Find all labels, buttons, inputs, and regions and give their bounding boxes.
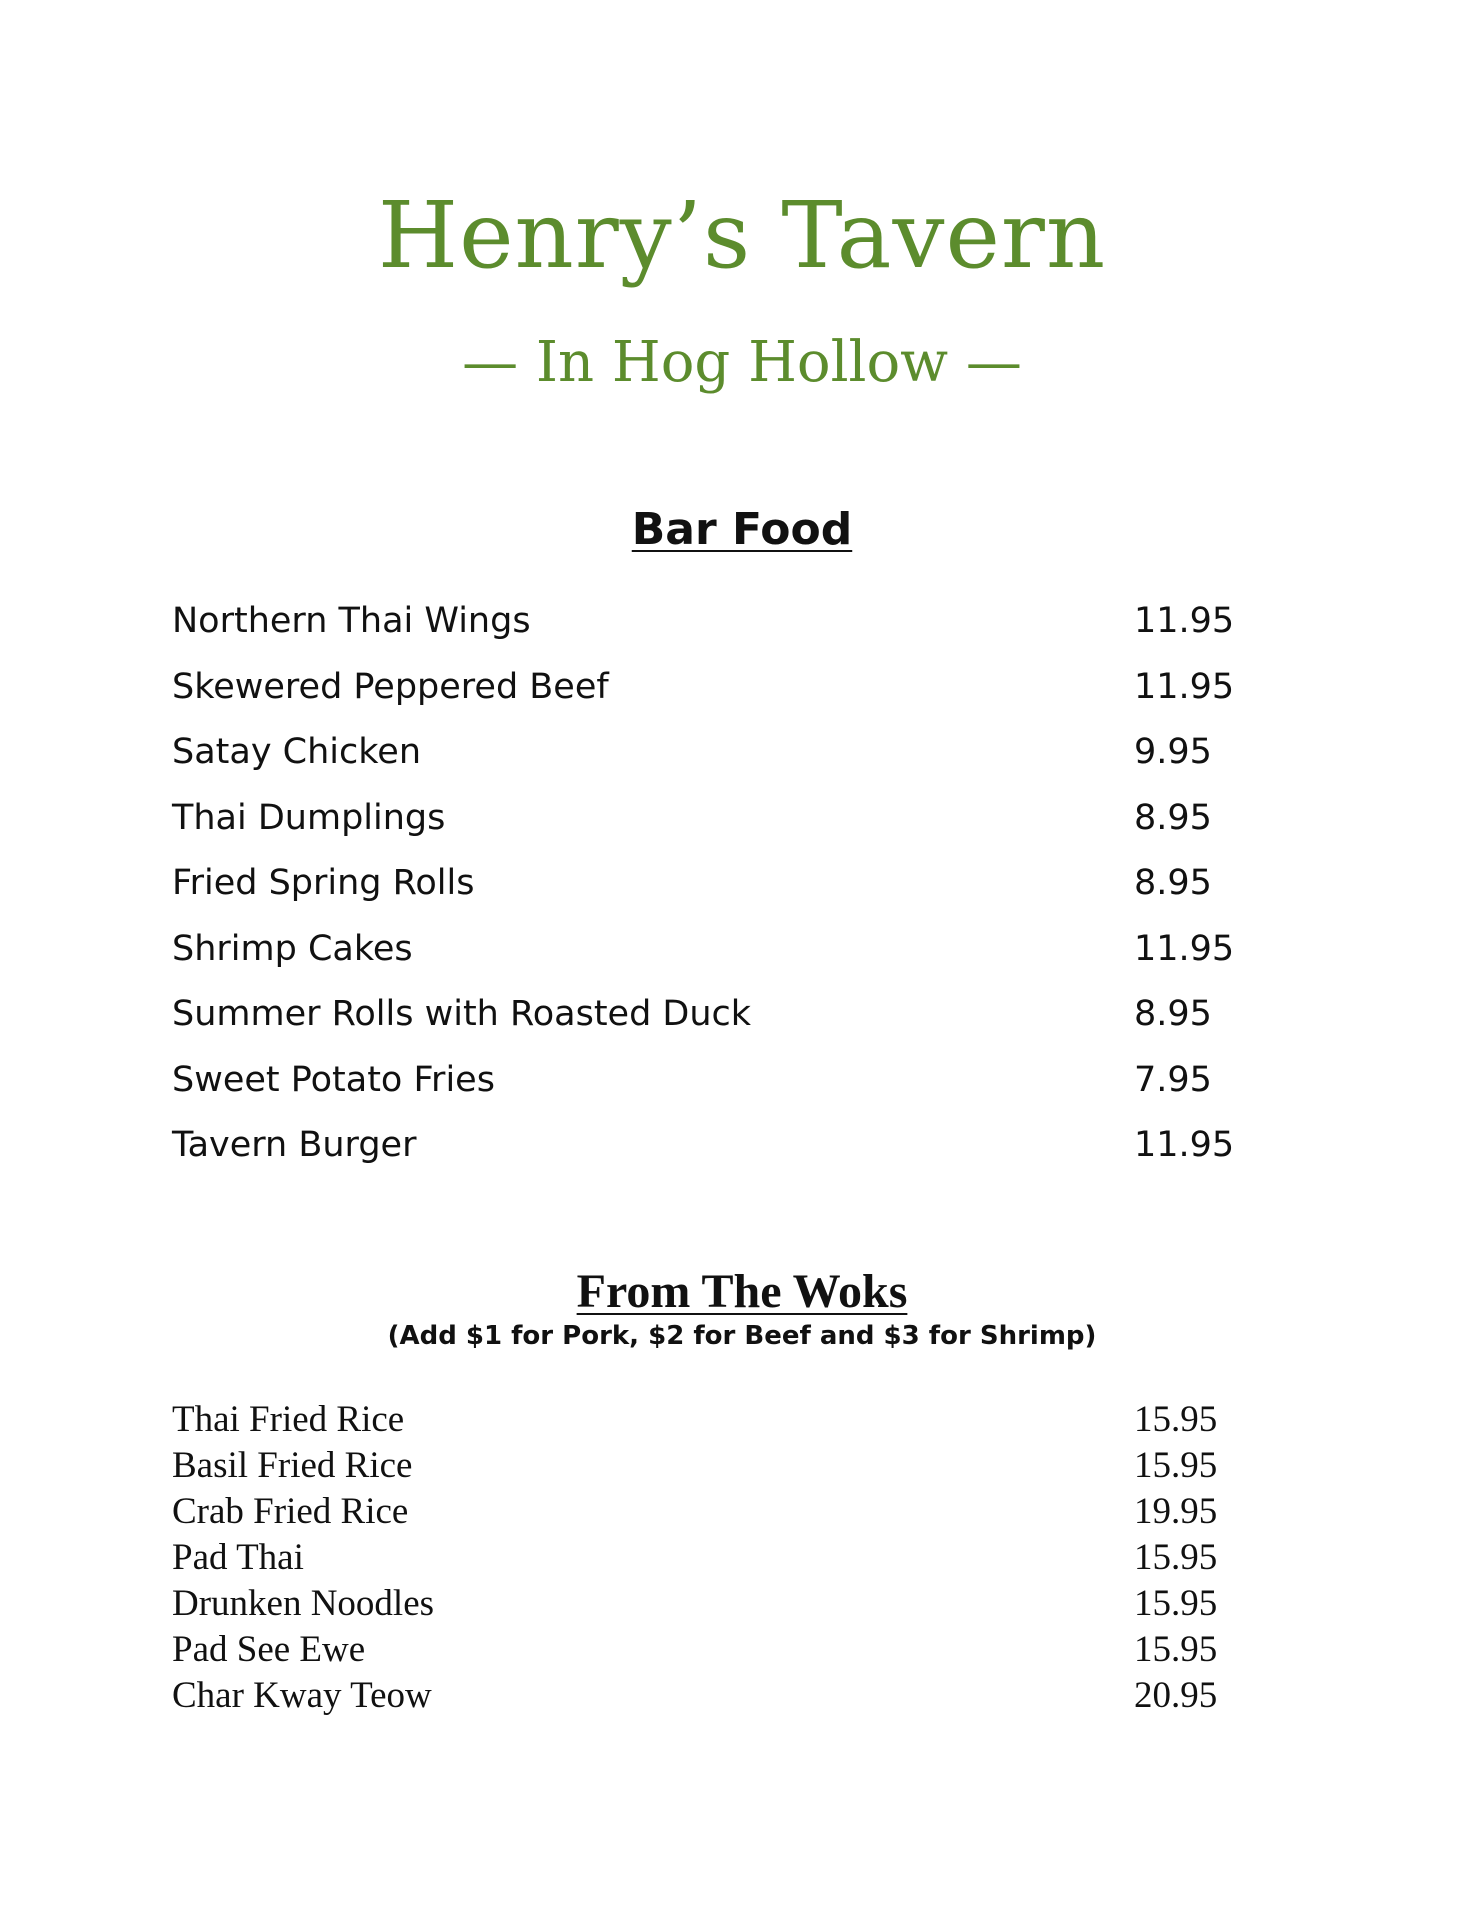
- menu-item-name: Pad See Ewe: [172, 1629, 366, 1670]
- menu-item: [172, 1673, 1232, 1719]
- menu-item-name: Summer Rolls with Roasted Duck: [172, 994, 752, 1034]
- menu-item: [172, 662, 1235, 728]
- menu-item: [172, 1627, 1232, 1673]
- menu-item-price: 15.95: [1134, 1629, 1218, 1670]
- menu-item: [172, 1397, 1232, 1443]
- woks-list: [172, 1397, 1232, 1719]
- menu-item-price: 8.95: [1134, 797, 1212, 838]
- menu-item-name: Thai Dumplings: [172, 797, 446, 838]
- menu-item: [172, 793, 1232, 859]
- menu-item-name: Tavern Burger: [172, 1125, 417, 1165]
- menu-item: [172, 858, 1232, 924]
- restaurant-subtitle: — In Hog Hollow —: [462, 330, 1022, 395]
- menu-item-name: Shrimp Cakes: [172, 928, 413, 969]
- menu-item-price: 15.95: [1134, 1399, 1218, 1440]
- menu-item-price: 15.95: [1134, 1445, 1218, 1486]
- menu-item-price: 11.95: [1134, 928, 1235, 969]
- bar-food-list: [172, 596, 1235, 1186]
- menu-item-name: Fried Spring Rolls: [172, 863, 475, 903]
- menu-item-price: 11.95: [1134, 1125, 1235, 1165]
- menu-item-name: Char Kway Teow: [172, 1675, 432, 1716]
- menu-item: [172, 1489, 1232, 1535]
- menu-item-price: 11.95: [1134, 601, 1235, 641]
- menu-item-name: Satay Chicken: [172, 732, 421, 772]
- menu-item: [172, 989, 1232, 1055]
- menu-item-name: Basil Fried Rice: [172, 1445, 413, 1486]
- woks-heading-text: From The Woks: [576, 1265, 908, 1318]
- menu-item-name: Thai Fried Rice: [172, 1399, 405, 1440]
- menu-item: [172, 596, 1235, 662]
- restaurant-title: Henry’s Tavern: [377, 182, 1107, 289]
- menu-item-price: 15.95: [1134, 1537, 1218, 1578]
- menu-item-price: 9.95: [1134, 732, 1212, 772]
- menu-item-price: 8.95: [1134, 994, 1212, 1034]
- menu-item-name: Skewered Peppered Beef: [172, 666, 609, 707]
- menu-item: [172, 1581, 1232, 1627]
- menu-item: [172, 1120, 1235, 1186]
- menu-item: [172, 1535, 1232, 1581]
- menu-item-price: 20.95: [1134, 1675, 1218, 1716]
- menu-item-name: Crab Fried Rice: [172, 1491, 409, 1532]
- menu-item-name: Northern Thai Wings: [172, 601, 531, 641]
- menu-item-price: 11.95: [1134, 666, 1235, 707]
- menu-item-price: 8.95: [1134, 863, 1212, 903]
- menu-item: [172, 727, 1232, 793]
- woks-heading: [0, 1262, 1484, 1322]
- menu-item: [172, 1443, 1232, 1489]
- menu-item-price: 7.95: [1134, 1059, 1212, 1100]
- woks-note: (Add $1 for Pork, $2 for Beef and $3 for Shrimp): [387, 1321, 1097, 1351]
- bar-food-heading: [0, 502, 1484, 558]
- bar-food-heading-text: Bar Food: [631, 504, 853, 555]
- menu-item-price: 15.95: [1134, 1583, 1218, 1624]
- menu-item-name: Pad Thai: [172, 1537, 304, 1578]
- menu-item-price: 19.95: [1134, 1491, 1218, 1532]
- menu-item: [172, 1055, 1232, 1121]
- menu-item: [172, 924, 1235, 990]
- menu-item-name: Drunken Noodles: [172, 1583, 435, 1624]
- menu-item-name: Sweet Potato Fries: [172, 1059, 495, 1100]
